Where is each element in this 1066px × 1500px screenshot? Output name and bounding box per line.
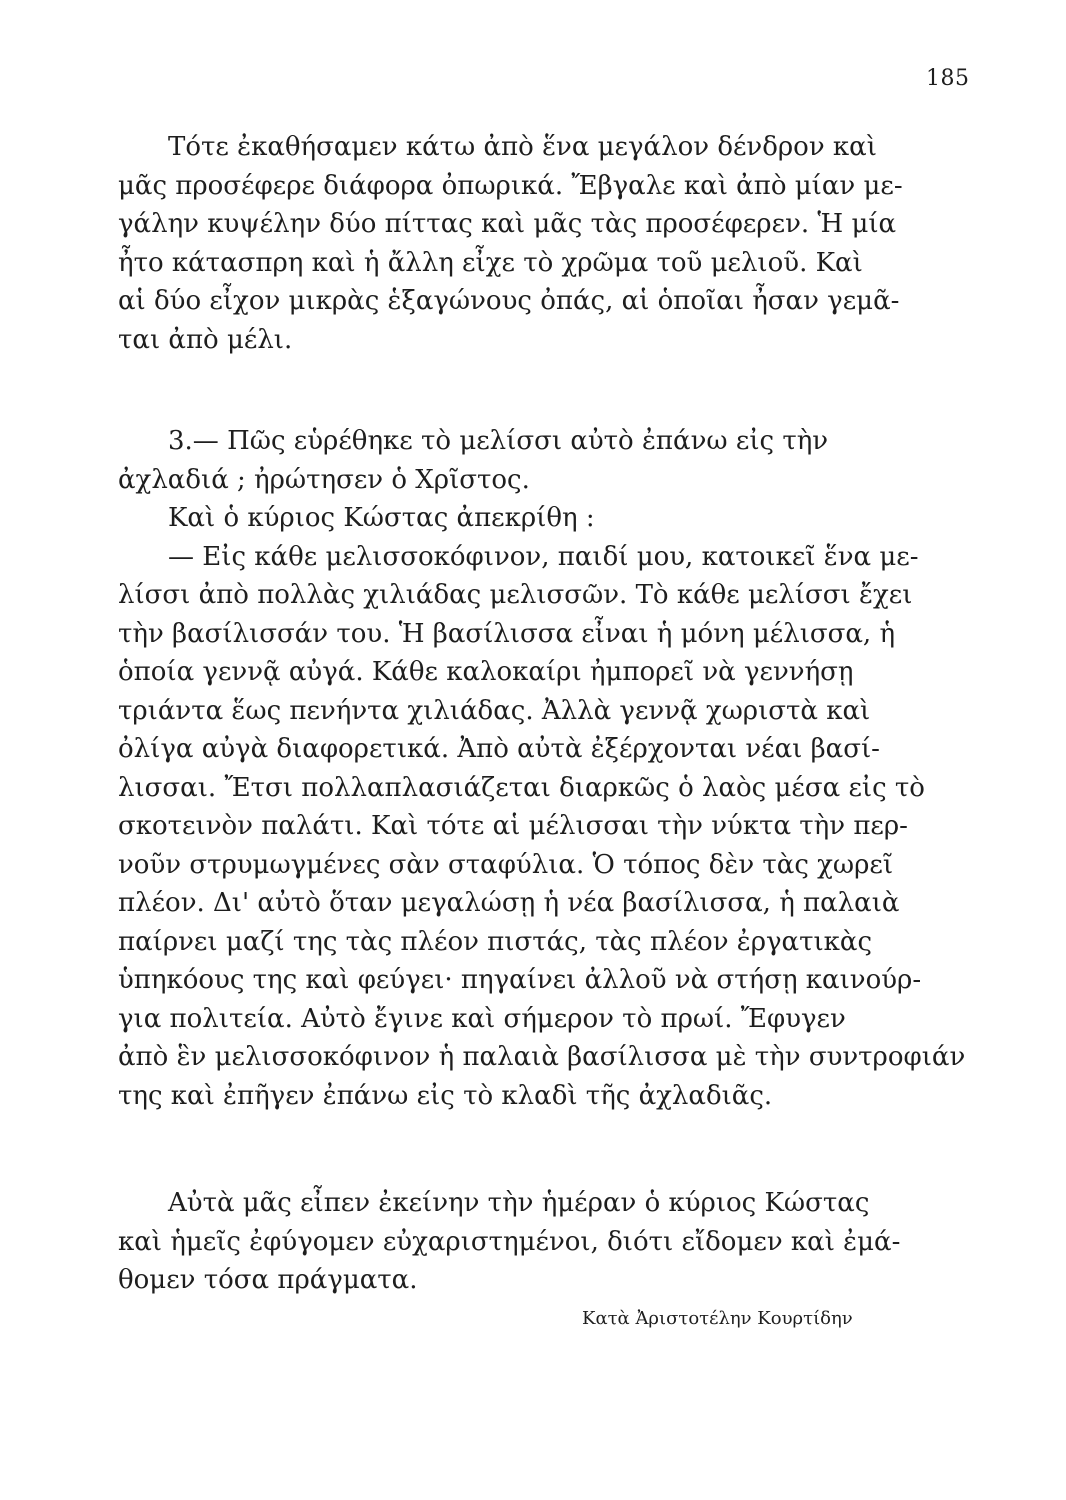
- text-line: 3.— Πῶς εὑρέθηκε τὸ μελίσσι αὐτὸ ἐπάνω εἰς τὴν: [168, 426, 829, 456]
- text-line: μᾶς προσέφερε διάφορα ὀπωρικά. Ἔβγαλε καὶ ἀπὸ μίαν με-: [118, 170, 903, 201]
- page-number: 185: [926, 66, 970, 91]
- text-line: ἦτο κάτασπρη καὶ ἡ ἄλλη εἶχε τὸ χρῶμα τοῦ μελιοῦ. Καὶ: [118, 247, 863, 278]
- author-attribution: Κατὰ Ἀριστοτέλην Κουρτίδην: [582, 1308, 853, 1329]
- text-line: παίρνει μαζί της τὰς πλέον πιστάς, τὰς πλέον ἐργατικὰς: [118, 926, 873, 957]
- text-line: Αὐτὰ μᾶς εἶπεν ἐκείνην τὴν ἡμέραν ὁ κύριος Κώστας: [168, 1188, 870, 1218]
- text-line: καὶ ἡμεῖς ἐφύγομεν εὐχαριστημένοι, διότι εἴδομεν καὶ ἐμά-: [118, 1226, 901, 1257]
- text-line: για πολιτεία. Αὐτὸ ἔγινε καὶ σήμερον τὸ πρωί. Ἔφυγεν: [118, 1003, 846, 1034]
- text-line: Τότε ἐκαθήσαμεν κάτω ἀπὸ ἕνα μεγάλον δένδρον καὶ: [168, 132, 877, 162]
- text-line: Καὶ ὁ κύριος Κώστας ἀπεκρίθη :: [168, 503, 595, 533]
- text-line: ὑπηκόους της καὶ φεύγει· πηγαίνει ἀλλοῦ νὰ στήσῃ καινούρ-: [118, 965, 922, 995]
- text-line: ται ἀπὸ μέλι.: [118, 324, 293, 355]
- text-line: ἀπὸ ἓν μελισσοκόφινον ἡ παλαιὰ βασίλισσα μὲ τὴν συντροφιάν: [118, 1042, 966, 1072]
- text-line: τὴν βασίλισσάν του. Ἡ βασίλισσα εἶναι ἡ μόνη μέλισσα, ἡ: [118, 618, 896, 649]
- text-line: λίσσι ἀπὸ πολλὰς χιλιάδας μελισσῶν. Τὸ κάθε μελίσσι ἔχει: [118, 580, 913, 610]
- text-line: ἀχλαδιά ; ἠρώτησεν ὁ Χρῖστος.: [118, 464, 530, 495]
- text-line: ὁποία γεννᾷ αὐγά. Κάθε καλοκαίρι ἠμπορεῖ νὰ γεννήσῃ: [118, 657, 854, 687]
- text-line: — Εἰς κάθε μελισσοκόφινον, παιδί μου, κατοικεῖ ἕνα με-: [168, 541, 919, 572]
- paragraph-opening: [118, 128, 958, 359]
- text-line: λισσαι. Ἔτσι πολλαπλασιάζεται διαρκῶς ὁ λαὸς μέσα εἰς τὸ: [118, 772, 925, 803]
- text-line: νοῦν στρυμωγμένες σὰν σταφύλια. Ὁ τόπος δὲν τὰς χωρεῖ: [118, 849, 894, 880]
- text-line: σκοτεινὸν παλάτι. Καὶ τότε αἱ μέλισσαι τὴν νύκτα τὴν περ-: [118, 811, 908, 841]
- text-line: αἱ δύο εἶχον μικρὰς ἑξαγώνους ὀπάς, αἱ ὁποῖαι ἦσαν γεμᾶ-: [118, 286, 900, 316]
- text-line: τριάντα ἕως πενήντα χιλιάδας. Ἀλλὰ γεννᾷ χωριστὰ καὶ: [118, 695, 871, 726]
- text-line: πλέον. Δι' αὐτὸ ὅταν μεγαλώσῃ ἡ νέα βασίλισσα, ἡ παλαιὰ: [118, 888, 900, 918]
- paragraph-dialogue: [118, 422, 966, 1115]
- text-line: της καὶ ἐπῆγεν ἐπάνω εἰς τὸ κλαδὶ τῆς ἀχλαδιᾶς.: [118, 1080, 773, 1111]
- paragraph-closing: [118, 1184, 958, 1300]
- text-line: ὀλίγα αὐγὰ διαφορετικά. Ἀπὸ αὐτὰ ἐξέρχονται νέαι βασί-: [118, 734, 880, 764]
- text-line: γάλην κυψέλην δύο πίττας καὶ μᾶς τὰς προσέφερεν. Ἡ μία: [118, 209, 897, 239]
- text-line: θομεν τόσα πράγματα.: [118, 1265, 418, 1295]
